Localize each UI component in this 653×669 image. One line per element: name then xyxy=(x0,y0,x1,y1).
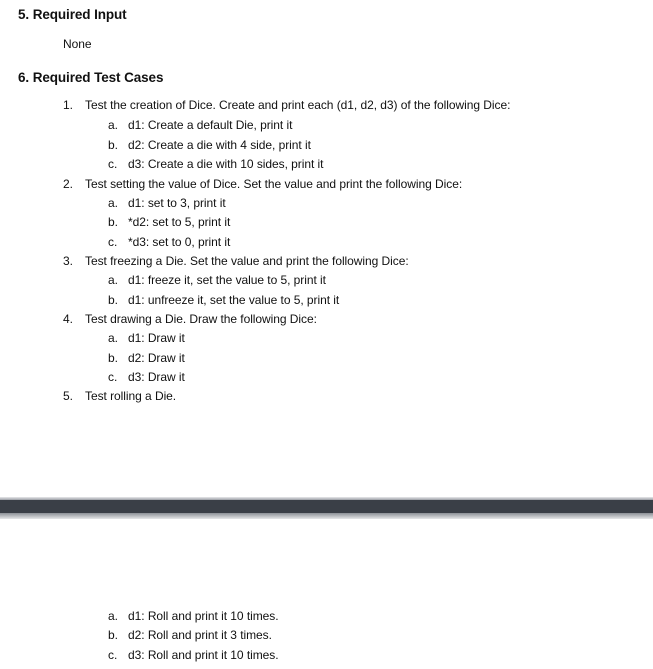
sub-list-item-text: d3: Create a die with 10 sides, print it xyxy=(128,157,324,171)
sub-list-item-text: d1: freeze it, set the value to 5, print it xyxy=(128,273,326,287)
sub-list-item xyxy=(108,609,279,623)
list-item-text: Test setting the value of Dice. Set the value and print the following Dice: xyxy=(85,177,463,191)
sub-list-item-letter: b. xyxy=(108,351,118,365)
sub-list-item-text: d2: Roll and print it 3 times. xyxy=(128,628,272,642)
sub-list-item-text: d2: Draw it xyxy=(128,351,185,365)
list-item-text: Test freezing a Die. Set the value and print the following Dice: xyxy=(85,254,409,268)
list-item-text: Test the creation of Dice. Create and print each (d1, d2, d3) of the following Dice: xyxy=(85,98,511,112)
sub-list-item xyxy=(108,293,339,307)
sub-list-item-text: d1: set to 3, print it xyxy=(128,196,226,210)
sub-list-item-text: d3: Draw it xyxy=(128,370,185,384)
sub-list-item-text: d2: Create a die with 4 side, print it xyxy=(128,138,311,152)
sub-list-item xyxy=(108,331,185,345)
list-item xyxy=(63,312,317,326)
sub-list-item-text: *d2: set to 5, print it xyxy=(128,215,231,229)
sub-list-item-letter: c. xyxy=(108,157,118,171)
sub-list-item-letter: b. xyxy=(108,215,118,229)
sub-list-item xyxy=(108,118,292,132)
sub-list-item xyxy=(108,351,185,365)
sub-list-item-letter: a. xyxy=(108,196,118,210)
sub-list-item-text: d1: unfreeze it, set the value to 5, print it xyxy=(128,293,340,307)
sub-list-item xyxy=(108,235,230,249)
sub-list-item-text: d3: Roll and print it 10 times. xyxy=(128,648,279,662)
sub-list-item-letter: c. xyxy=(108,235,118,249)
list-item-number: 4. xyxy=(63,312,73,326)
list-item xyxy=(63,254,409,268)
sub-list-item xyxy=(108,648,279,662)
sub-list-item-letter: c. xyxy=(108,370,118,384)
sub-list-item xyxy=(108,157,323,171)
sub-list-item-letter: a. xyxy=(108,331,118,345)
sub-list-item xyxy=(108,138,311,152)
section-6-heading: 6. Required Test Cases xyxy=(18,70,164,85)
list-item-text: Test rolling a Die. xyxy=(85,389,177,403)
sub-list-item-text: d1: Draw it xyxy=(128,331,185,345)
sub-list-item-text: d1: Create a default Die, print it xyxy=(128,118,293,132)
list-item xyxy=(63,389,176,403)
sub-list-item-letter: a. xyxy=(108,273,118,287)
list-item xyxy=(63,98,510,112)
list-item xyxy=(63,177,462,191)
sub-list-item-text: d1: Roll and print it 10 times. xyxy=(128,609,279,623)
sub-list-item xyxy=(108,273,326,287)
sub-list-item-text: *d3: set to 0, print it xyxy=(128,235,231,249)
section-5-body: None xyxy=(63,37,92,51)
list-item-number: 5. xyxy=(63,389,73,403)
page-divider xyxy=(0,500,653,513)
sub-list-item-letter: c. xyxy=(108,648,118,662)
section-5-heading: 5. Required Input xyxy=(18,7,127,22)
list-item-number: 2. xyxy=(63,177,73,191)
sub-list-item-letter: a. xyxy=(108,118,118,132)
sub-list-item xyxy=(108,215,230,229)
list-item-text: Test drawing a Die. Draw the following Dice: xyxy=(85,312,317,326)
page-divider-shadow xyxy=(0,513,653,519)
sub-list-item-letter: b. xyxy=(108,293,118,307)
sub-list-item xyxy=(108,628,272,642)
sub-list-item-letter: a. xyxy=(108,609,118,623)
sub-list-item-letter: b. xyxy=(108,138,118,152)
list-item-number: 1. xyxy=(63,98,73,112)
sub-list-item-letter: b. xyxy=(108,628,118,642)
sub-list-item xyxy=(108,370,185,384)
sub-list-item xyxy=(108,196,226,210)
list-item-number: 3. xyxy=(63,254,73,268)
